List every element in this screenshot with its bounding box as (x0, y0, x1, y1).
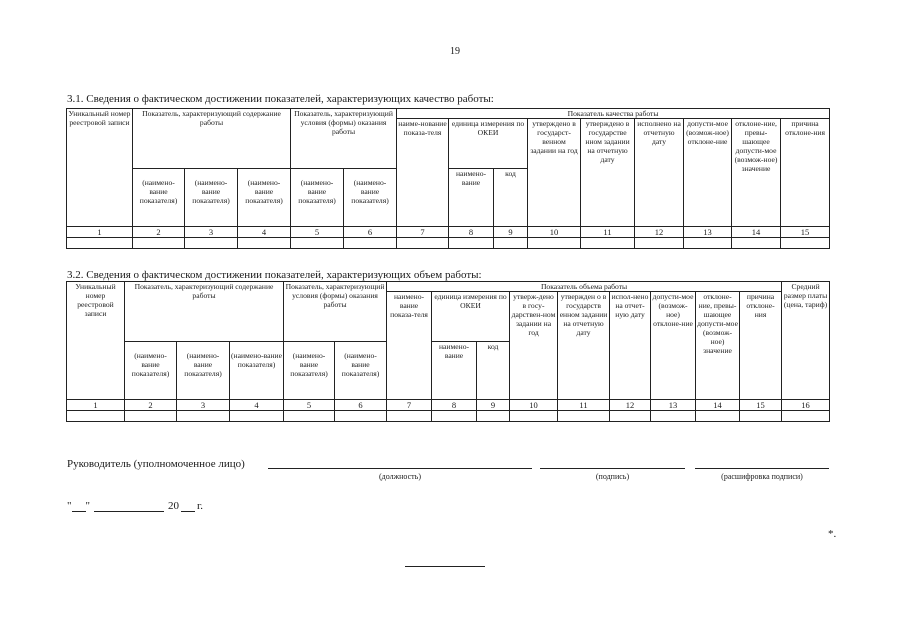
column-number: 4 (230, 400, 284, 411)
column-numbers-row (67, 227, 830, 238)
table2-title: 3.2. Сведения о фактическом достижении показателей, характеризующих объем работы: (67, 269, 482, 281)
table-cell[interactable] (635, 238, 684, 249)
year-suffix: г. (197, 500, 204, 512)
table-cell[interactable] (581, 238, 635, 249)
table-cell[interactable] (740, 411, 782, 422)
day-line[interactable] (72, 501, 86, 512)
subheader-name: (наимено-вание показателя) (230, 342, 284, 400)
footnote-mark: *. (828, 528, 837, 540)
header-approved-task: утверж-дено в госу-дарствен-ном задании на год (510, 292, 558, 400)
column-number: 11 (581, 227, 635, 238)
column-number: 9 (477, 400, 510, 411)
subheader-name: (наимено-вание показателя) (133, 169, 185, 227)
table-cell[interactable] (387, 411, 432, 422)
header-average-fee: Средний размер платы (цена, тариф) (782, 282, 830, 400)
table-cell[interactable] (230, 411, 284, 422)
column-number: 15 (740, 400, 782, 411)
subheader-name: (наимено-вание показателя) (185, 169, 238, 227)
subheader-name: (наимено-вание показателя) (238, 169, 291, 227)
table-cell[interactable] (449, 238, 494, 249)
subheader-name: (наимено-вание показателя) (125, 342, 177, 400)
header-deviation-reason: причина отклоне-ния (781, 119, 830, 227)
header-unit: единица измерения по ОКЕИ (449, 119, 528, 169)
empty-data-row (67, 411, 830, 422)
column-number: 12 (635, 227, 684, 238)
subheader-name: (наимено-вание показателя) (177, 342, 230, 400)
table-cell[interactable] (432, 411, 477, 422)
column-number: 10 (528, 227, 581, 238)
subheader-name: (наимено-вание показателя) (291, 169, 344, 227)
header-allowed-deviation: допусти-мое (возмож-ное) отклоне-ние (651, 292, 696, 400)
table-cell[interactable] (528, 238, 581, 249)
table1-title: 3.1. Сведения о фактическом достижении показателей, характеризующих качество работы: (67, 93, 494, 105)
header-approved-date: утверждено в государстве нном задании на отчетную дату (581, 119, 635, 227)
year-prefix: 20 (168, 500, 179, 512)
header-allowed-deviation: допусти-мое (возмож-ное) отклоне-ние (684, 119, 732, 227)
column-numbers-row (67, 400, 830, 411)
table-cell[interactable] (477, 411, 510, 422)
table-cell[interactable] (610, 411, 651, 422)
table-cell[interactable] (335, 411, 387, 422)
header-unit-code: код (494, 169, 528, 227)
volume-indicators-table (66, 281, 830, 422)
column-number: 2 (125, 400, 177, 411)
header-indicator-name: наимено-вание показа-теля (387, 292, 432, 400)
header-executed: исполнено на отчетную дату (635, 119, 684, 227)
column-number: 1 (67, 227, 133, 238)
table-cell[interactable] (67, 411, 125, 422)
subheader-name: (наимено-вание показателя) (344, 169, 397, 227)
header-conditions-indicator: Показатель, характеризующий условия (формы) оказания работы (291, 109, 397, 169)
open-quote: " (67, 500, 72, 512)
table-cell[interactable] (238, 238, 291, 249)
column-number: 3 (185, 227, 238, 238)
table-cell[interactable] (782, 411, 830, 422)
table-cell[interactable] (684, 238, 732, 249)
position-caption: (должность) (379, 472, 421, 481)
table-cell[interactable] (696, 411, 740, 422)
header-exceeding-deviation: отклоне-ние, превы-шающее допусти-мое (возмож-ное) значение (696, 292, 740, 400)
footnote-separator (405, 566, 485, 567)
column-number: 7 (387, 400, 432, 411)
column-number: 15 (781, 227, 830, 238)
column-number: 6 (344, 227, 397, 238)
header-unique-number: Уникальный номер реестровой записи (67, 109, 133, 227)
table-cell[interactable] (651, 411, 696, 422)
column-number: 8 (432, 400, 477, 411)
column-number: 14 (732, 227, 781, 238)
table-cell[interactable] (185, 238, 238, 249)
table-cell[interactable] (558, 411, 610, 422)
position-line[interactable] (268, 468, 532, 469)
header-indicator-name: наиме-нование показа-теля (397, 119, 449, 227)
header-unit-name: наимено-вание (449, 169, 494, 227)
decryption-caption: (расшифровка подписи) (721, 472, 803, 481)
header-conditions-indicator: Показатель, характеризующий условия (формы) оказания работы (284, 282, 387, 342)
header-exceeding-deviation: отклоне-ние, превы-шающее допусти-мое (возмож-ное) значение (732, 119, 781, 227)
column-number: 14 (696, 400, 740, 411)
header-content-indicator: Показатель, характеризующий содержание работы (125, 282, 284, 342)
header-unit: единица измерения по ОКЕИ (432, 292, 510, 342)
table-cell[interactable] (284, 411, 335, 422)
table-cell[interactable] (344, 238, 397, 249)
table-cell[interactable] (494, 238, 528, 249)
date-line (67, 500, 203, 512)
table-cell[interactable] (397, 238, 449, 249)
column-number: 13 (651, 400, 696, 411)
header-approved-date: утвержден о в государств енном задании на отчетную дату (558, 292, 610, 400)
column-number: 3 (177, 400, 230, 411)
close-quote: " (85, 500, 90, 512)
column-number: 1 (67, 400, 125, 411)
subheader-name: (наимено-вание показателя) (335, 342, 387, 400)
subheader-name: (наимено-вание показателя) (284, 342, 335, 400)
table-cell[interactable] (133, 238, 185, 249)
table-cell[interactable] (177, 411, 230, 422)
table-cell[interactable] (291, 238, 344, 249)
header-volume-indicator: Показатель объема работы (387, 282, 782, 292)
table-cell[interactable] (67, 238, 133, 249)
column-number: 4 (238, 227, 291, 238)
column-number: 13 (684, 227, 732, 238)
column-number: 6 (335, 400, 387, 411)
year-line[interactable] (181, 501, 195, 512)
column-number: 12 (610, 400, 651, 411)
signature-line[interactable] (540, 468, 685, 469)
column-number: 2 (133, 227, 185, 238)
signature-caption: (подпись) (595, 472, 630, 481)
header-quality-indicator: Показатель качества работы (397, 109, 830, 119)
header-content-indicator: Показатель, характеризующий содержание работы (133, 109, 291, 169)
table-cell[interactable] (781, 238, 830, 249)
table-cell[interactable] (125, 411, 177, 422)
header-unit-name: наимено-вание (432, 342, 477, 400)
column-number: 5 (291, 227, 344, 238)
header-approved-task: утверждено в государст-венном задании на год (528, 119, 581, 227)
table-cell[interactable] (510, 411, 558, 422)
header-executed: испол-нено на отчет-ную дату (610, 292, 651, 400)
header-deviation-reason: причина отклоне-ния (740, 292, 782, 400)
column-number: 5 (284, 400, 335, 411)
column-number: 11 (558, 400, 610, 411)
table-cell[interactable] (732, 238, 781, 249)
header-unique-number: Уникальный номер реестровой записи (67, 282, 125, 400)
column-number: 7 (397, 227, 449, 238)
signatory-label: Руководитель (уполномоченное лицо) (67, 458, 245, 470)
quality-indicators-table (66, 108, 830, 249)
column-number: 16 (782, 400, 830, 411)
decryption-line[interactable] (695, 468, 829, 469)
column-number: 9 (494, 227, 528, 238)
header-unit-code: код (477, 342, 510, 400)
empty-data-row (67, 238, 830, 249)
month-line[interactable] (94, 501, 164, 512)
column-number: 8 (449, 227, 494, 238)
page-number: 19 (450, 46, 460, 57)
column-number: 10 (510, 400, 558, 411)
